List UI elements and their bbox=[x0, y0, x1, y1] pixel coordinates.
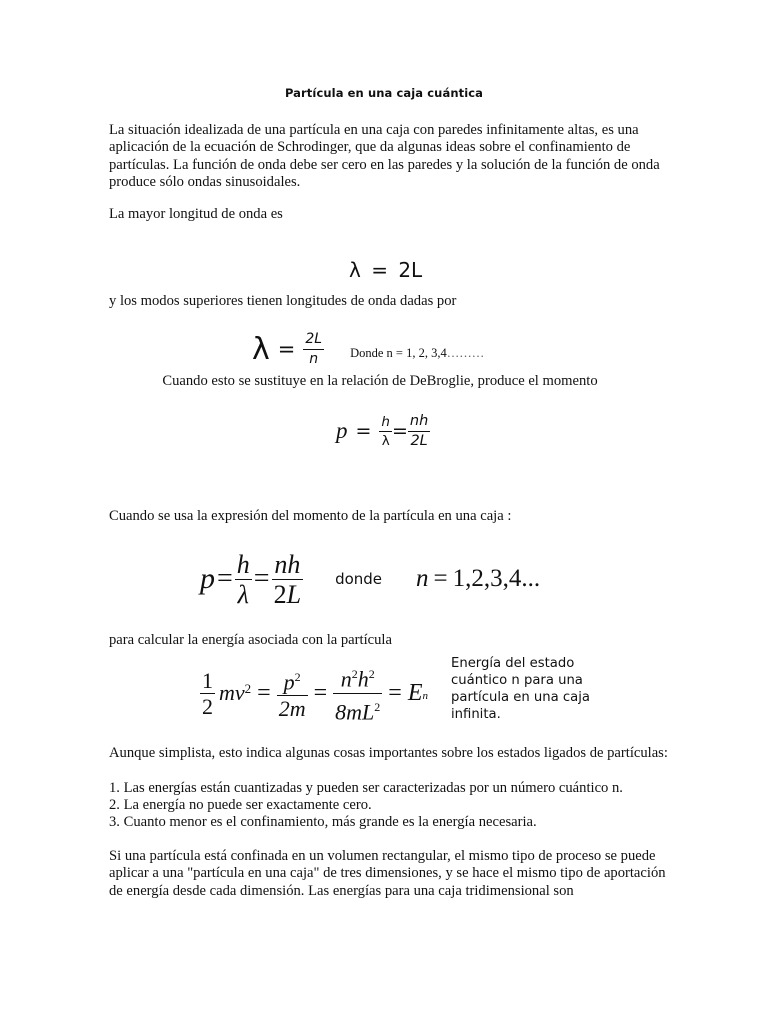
higher-modes-intro: y los modos superiores tienen longitudes de onda dadas por bbox=[109, 293, 457, 309]
page-title: Partícula en una caja cuántica bbox=[284, 86, 484, 100]
equation-rhs: 2L bbox=[398, 258, 423, 282]
n-values: 1,2,3,4... bbox=[452, 565, 541, 592]
fraction-h-over-lambda bbox=[235, 550, 252, 609]
equals-sign: = bbox=[391, 420, 408, 442]
fraction-2L-over-n bbox=[303, 330, 324, 369]
equation-wavelength-modes bbox=[252, 327, 484, 371]
debroglie-text: Cuando esto se sustituye en la relación de DeBroglie, produce el momento bbox=[162, 373, 598, 389]
equals-sign: = bbox=[257, 679, 271, 706]
exponent: 2 bbox=[294, 669, 301, 684]
fraction-numerator: nh bbox=[408, 412, 430, 432]
equation-energy bbox=[200, 664, 428, 722]
fraction-one-half bbox=[200, 668, 215, 719]
fraction-denominator: λ bbox=[237, 579, 249, 609]
fraction-numerator: h bbox=[381, 413, 390, 430]
longest-wavelength-intro: La mayor longitud de onda es bbox=[109, 206, 283, 222]
conclusion-item-3: 3. Cuanto menor es el confinamiento, más grande es la energía necesaria. bbox=[109, 814, 537, 830]
fraction-numerator bbox=[277, 664, 308, 696]
fraction-denominator: 2L bbox=[273, 579, 302, 609]
conclusions-intro: Aunque simplista, esto indica algunas cosas importantes sobre los estados ligados de partículas: bbox=[109, 745, 668, 761]
equals-sign: = bbox=[277, 337, 296, 361]
equals-sign: = bbox=[388, 679, 402, 706]
energy-subscript: n bbox=[422, 690, 428, 702]
conclusion-item-1: 1. Las energías están cuantizadas y pueden ser caracterizadas por un número cuántico n. bbox=[109, 780, 623, 796]
fraction-p2-over-2m bbox=[277, 664, 308, 722]
fraction-denominator: 2 bbox=[202, 693, 213, 719]
equation-momentum bbox=[336, 408, 430, 454]
h-term: h bbox=[357, 666, 369, 692]
fraction-n2h2-over-8mL2 bbox=[333, 661, 382, 725]
fraction-denominator: 2m bbox=[278, 696, 306, 722]
8mL-term: 8mL bbox=[335, 698, 375, 724]
fraction-nh-over-2L bbox=[408, 412, 430, 451]
equals-sign: = bbox=[253, 563, 270, 594]
fraction-nh-over-2L bbox=[272, 550, 303, 609]
equals-sign: = bbox=[371, 258, 388, 282]
exponent: 2 bbox=[374, 699, 381, 714]
fraction-denominator bbox=[333, 694, 382, 725]
n-term: n bbox=[340, 666, 352, 692]
donde-word: donde bbox=[335, 570, 383, 588]
fraction-denominator: 2L bbox=[410, 432, 428, 449]
conclusion-item-2: 2. La energía no puede ser exactamente cero. bbox=[109, 797, 372, 813]
fraction-denominator: n bbox=[309, 350, 319, 367]
n-variable: n bbox=[416, 565, 429, 592]
momentum-symbol: p bbox=[200, 562, 215, 595]
intro-paragraph: La situación idealizada de una partícula en una caja con paredes infinitamente altas, es una aplicación de la ecuación de Schrodinger, que da algunas ideas sobre el confinamiento de partículas. La función de onda debe ser cero en las paredes y la solución de la función de onda produce sólo ondas sinusoidales. bbox=[109, 122, 660, 190]
equals-sign: = bbox=[433, 565, 448, 592]
mv-term: mv bbox=[219, 680, 245, 705]
p-term: p bbox=[283, 669, 295, 695]
lambda-symbol: λ bbox=[252, 331, 270, 367]
energy-intro: para calcular la energía asociada con la partícula bbox=[109, 632, 392, 648]
fraction-numerator: h bbox=[236, 549, 250, 579]
ellipsis-dots: ……… bbox=[446, 345, 485, 360]
equals-sign: = bbox=[313, 679, 328, 706]
mode-index-text: Donde n = 1, 2, 3,4 bbox=[350, 345, 447, 360]
equation-momentum-large bbox=[200, 546, 540, 612]
fraction-numerator bbox=[333, 661, 382, 693]
exponent: 2 bbox=[351, 667, 358, 682]
fraction-numerator: 1 bbox=[202, 667, 213, 693]
fraction-numerator: nh bbox=[272, 550, 303, 580]
fraction-h-over-lambda bbox=[379, 413, 392, 450]
mode-index-note bbox=[350, 346, 484, 361]
three-d-paragraph: Si una partícula está confinada en un volumen rectangular, el mismo tipo de proceso se puede aplicar a una "partícula en una caja" de tres dimensiones, y se hace el mismo tipo de aportación de energía desde cada dimensión. Las energías para una caja tridimensional son bbox=[109, 848, 666, 899]
fraction-denominator: λ bbox=[381, 432, 390, 449]
equals-sign: = bbox=[355, 420, 372, 442]
momentum-symbol: p bbox=[336, 418, 348, 443]
energy-label: Energía del estado cuántico n para una partícula en una caja infinita. bbox=[451, 656, 590, 722]
lambda-symbol: λ bbox=[349, 258, 361, 282]
equation-longest-wavelength bbox=[349, 258, 422, 282]
equals-sign: = bbox=[217, 563, 233, 594]
exponent: 2 bbox=[368, 667, 375, 682]
energy-symbol: E bbox=[407, 679, 423, 706]
exponent: 2 bbox=[244, 681, 252, 696]
fraction-numerator: 2L bbox=[303, 330, 324, 350]
momentum-intro: Cuando se usa la expresión del momento de la partícula en una caja : bbox=[109, 508, 512, 524]
